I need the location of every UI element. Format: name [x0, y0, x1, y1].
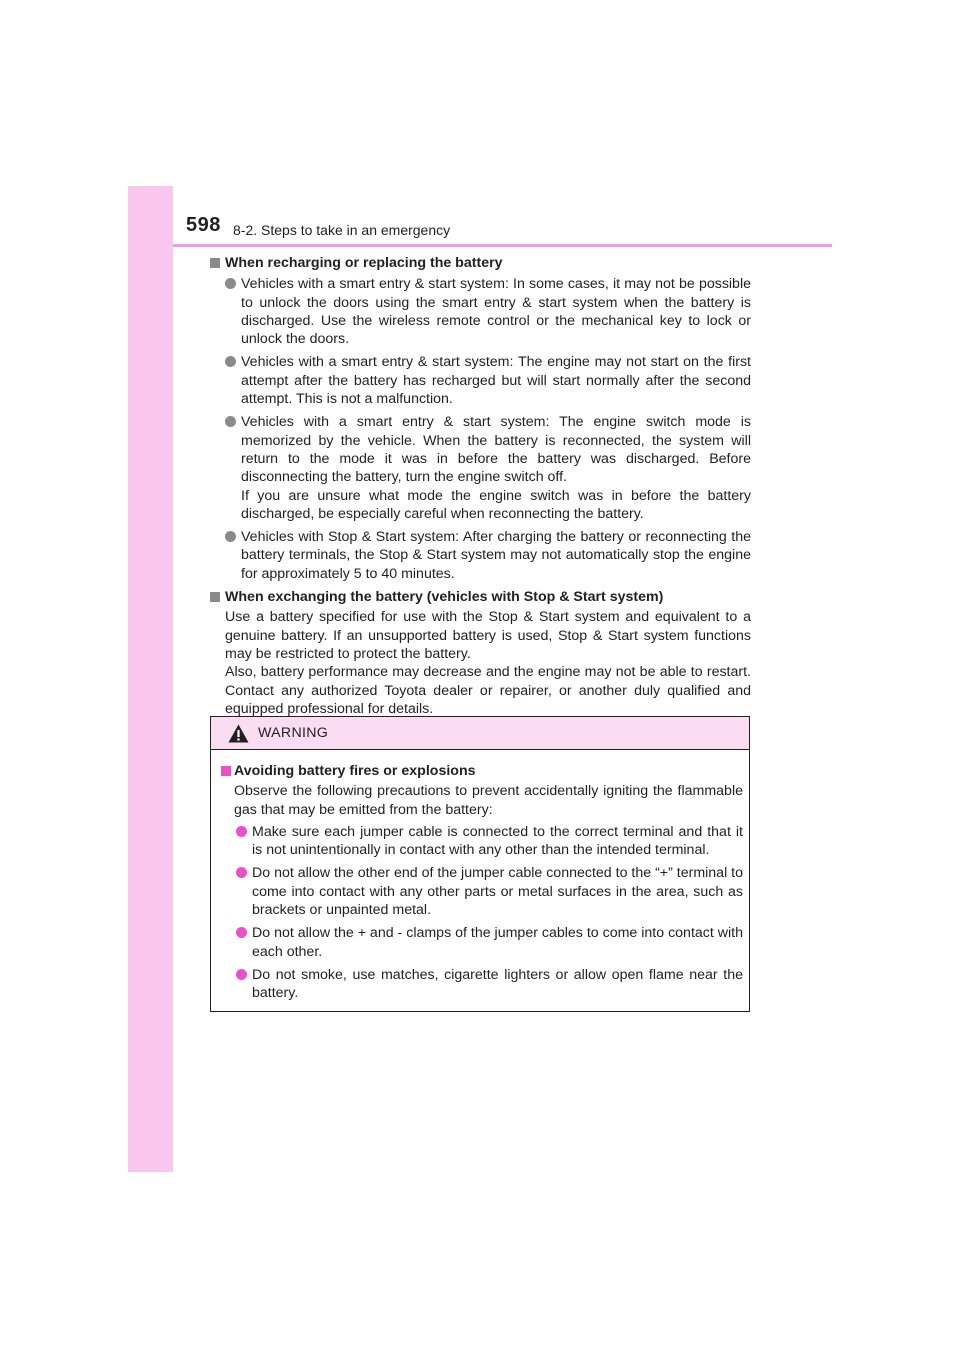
- circle-bullet-icon: [225, 356, 236, 367]
- list-item: Do not allow the + and - clamps of the jumper cables to come into contact with each other.: [236, 924, 743, 961]
- list-item: Do not smoke, use matches, cigarette lighters or allow open flame near the battery.: [236, 966, 743, 1003]
- circle-bullet-icon: [225, 531, 236, 542]
- header-rule: [173, 244, 832, 247]
- section-title: 8-2. Steps to take in an emergency: [233, 222, 451, 238]
- warning-box: [210, 716, 750, 1012]
- list-item: Vehicles with a smart entry & start system: In some cases, it may not be possible to unlock the doors using the smart entry & start system when the battery is discharged. Use the wireless remote control or the mechanical key to lock or unlock the doors.: [225, 275, 751, 348]
- square-bullet-icon: [210, 592, 220, 602]
- section-body: Use a battery specified for use with the Stop & Start system and equivalent to a genuine battery. If an unsupported battery is used, Stop & Start system functions may be restricted to protect the battery. Also, battery performance may decrease and the engine may not be able to restart. Contact any authorized Toyota dealer or repairer, or another duly qualified and equipped professional for details.: [225, 609, 751, 717]
- warning-label: WARNING: [258, 725, 329, 741]
- circle-bullet-icon: [225, 416, 236, 427]
- list-item: Vehicles with a smart entry & start system: The engine switch mode is memorized by the vehicle. When the battery is reconnected, the system will return to the mode it was in before the battery was discharged. Before disconnecting the battery, turn the engine switch off. If you are unsure what mode the engine switch was in before the battery discharged, be especially careful when reconnecting the battery.: [225, 413, 751, 523]
- square-bullet-icon: [221, 766, 231, 776]
- circle-bullet-icon: [225, 278, 236, 289]
- circle-bullet-icon: [236, 927, 247, 938]
- warning-bullet-list: [236, 823, 743, 1003]
- warning-intro: Observe the following precautions to prevent accidentally igniting the flammable gas that may be emitted from the battery:: [234, 783, 743, 818]
- square-bullet-icon: [210, 258, 220, 268]
- section-recharging: [210, 254, 751, 583]
- circle-bullet-icon: [236, 826, 247, 837]
- list-item: Vehicles with a smart entry & start system: The engine may not start on the first attempt after the battery has recharged but will start normally after the second attempt. This is not a malfunction.: [225, 353, 751, 408]
- section-heading: When recharging or replacing the battery: [210, 254, 751, 272]
- warning-triangle-icon: [228, 724, 249, 743]
- list-item: Vehicles with Stop & Start system: After charging the battery or reconnecting the battery terminals, the Stop & Start system may not automatically stop the engine for approximately 5 to 40 minutes.: [225, 528, 751, 583]
- circle-bullet-icon: [236, 969, 247, 980]
- section-exchanging: [210, 588, 751, 718]
- section-heading: When exchanging the battery (vehicles with Stop & Start system): [210, 588, 751, 606]
- warning-body: [211, 750, 749, 1003]
- list-item: Do not allow the other end of the jumper cable connected to the “+” terminal to come into contact with any other parts or metal surfaces in the area, such as brackets or unpainted metal.: [236, 864, 743, 919]
- warning-header: [211, 717, 749, 750]
- circle-bullet-icon: [236, 867, 247, 878]
- warning-heading: Avoiding battery fires or explosions: [221, 762, 743, 780]
- list-item: Make sure each jumper cable is connected to the correct terminal and that it is not unintentionally in contact with any other than the intended terminal.: [236, 823, 743, 860]
- main-content: [210, 254, 751, 718]
- chapter-side-tab: [128, 186, 173, 1172]
- bullet-list: [225, 275, 751, 583]
- page-number: 598: [186, 214, 221, 236]
